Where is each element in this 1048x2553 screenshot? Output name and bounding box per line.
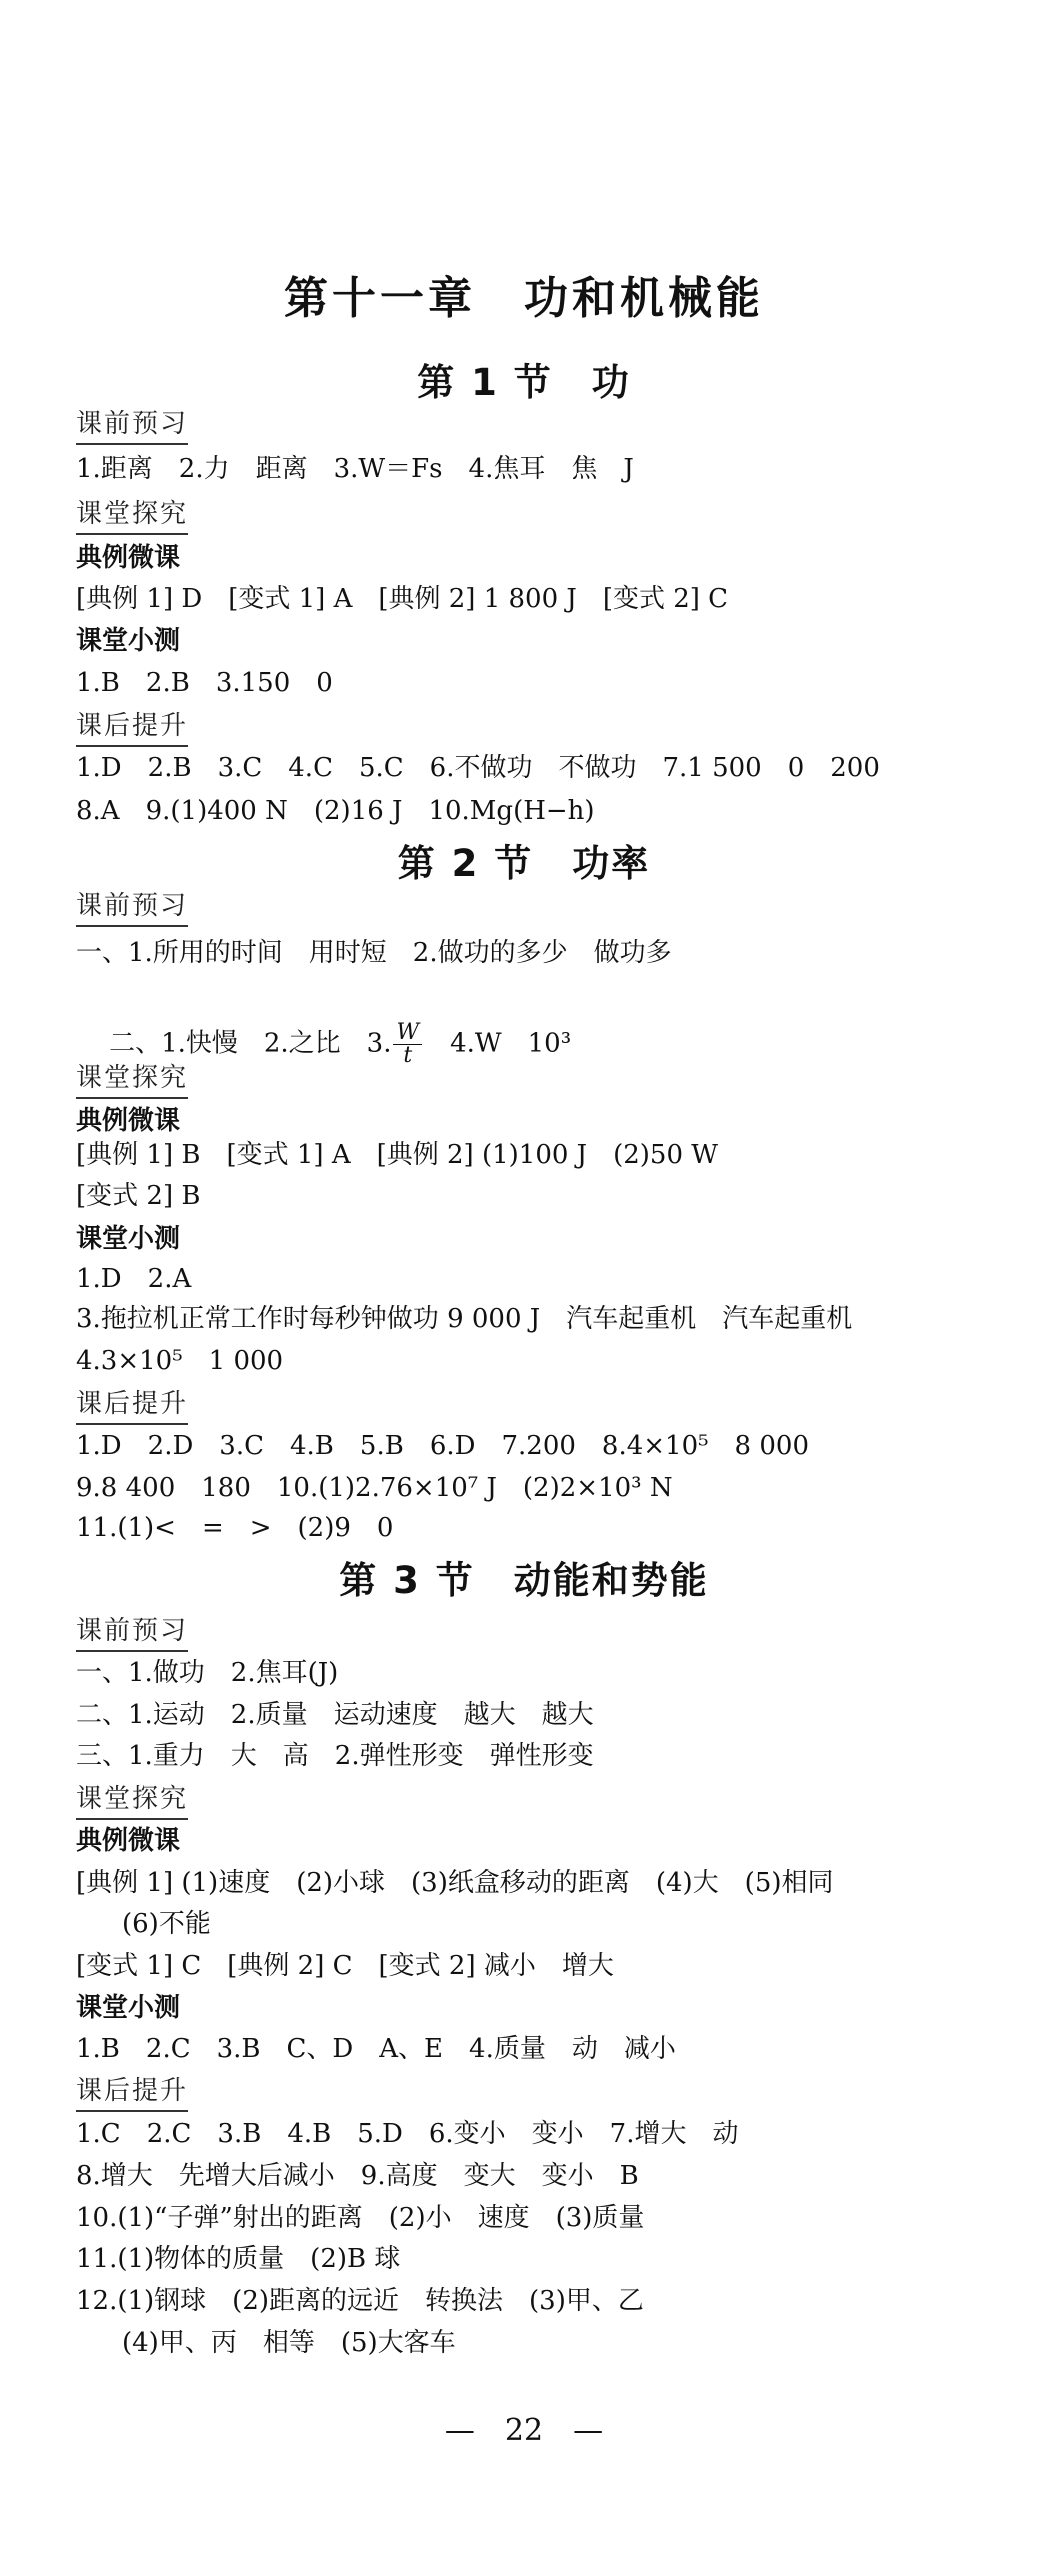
answer-line: 1.距离 2.力 距离 3.W＝Fs 4.焦耳 焦 J	[76, 454, 634, 484]
answer-line: 1.D 2.B 3.C 4.C 5.C 6.不做功 不做功 7.1 500 0 200	[76, 753, 880, 783]
fraction	[393, 1022, 422, 1067]
heading-inquiry: 课堂探究	[76, 1778, 188, 1820]
answer-line: [变式 1] C [典例 2] C [变式 2] 减小 增大	[76, 1951, 614, 1981]
answer-line: [变式 2] B	[76, 1181, 201, 1211]
heading-example: 典例微课	[76, 543, 181, 573]
heading-improve: 课后提升	[76, 705, 188, 747]
answer-line: 4.3×10⁵ 1 000	[76, 1346, 284, 1376]
answer-line: 8.A 9.(1)400 N (2)16 J 10.Mg(H−h)	[76, 796, 595, 826]
answer-line: (4)甲、丙 相等 (5)大客车	[122, 2328, 456, 2358]
answer-line: [典例 1] B [变式 1] A [典例 2] (1)100 J (2)50 W	[76, 1140, 719, 1170]
answer-line: 1.D 2.A	[76, 1264, 192, 1294]
section-title: 第 3 节 动能和势能	[339, 1559, 709, 1602]
heading-example: 典例微课	[76, 1106, 181, 1136]
heading-quiz: 课堂小测	[76, 1993, 181, 2023]
heading-preview: 课前预习	[76, 403, 188, 445]
answer-line: 3.拖拉机正常工作时每秒钟做功 9 000 J 汽车起重机 汽车起重机	[76, 1304, 853, 1334]
answer-line: 二、1.运动 2.质量 运动速度 越大 越大	[76, 1700, 594, 1730]
answer-line: 一、1.所用的时间 用时短 2.做功的多少 做功多	[76, 938, 672, 968]
heading-example: 典例微课	[76, 1826, 181, 1856]
answer-line: 11.(1)物体的质量 (2)B 球	[76, 2244, 401, 2274]
fraction-prefix: 二、1.快慢 2.之比 3.	[109, 1028, 392, 1059]
answer-line: 1.B 2.B 3.150 0	[76, 668, 333, 698]
answer-line: 12.(1)钢球 (2)距离的远近 转换法 (3)甲、乙	[76, 2286, 644, 2316]
answer-line: [典例 1] D [变式 1] A [典例 2] 1 800 J [变式 2] C	[76, 584, 729, 614]
heading-preview: 课前预习	[76, 1610, 188, 1652]
answer-line: [典例 1] (1)速度 (2)小球 (3)纸盒移动的距离 (4)大 (5)相同	[76, 1868, 834, 1898]
heading-improve: 课后提升	[76, 1383, 188, 1425]
answer-line: 一、1.做功 2.焦耳(J)	[76, 1658, 339, 1688]
chapter-title: 第十一章 功和机械能	[284, 273, 764, 324]
fraction-denominator: t	[403, 1043, 413, 1068]
heading-inquiry: 课堂探究	[76, 493, 188, 535]
answer-line: 三、1.重力 大 高 2.弹性形变 弹性形变	[76, 1741, 594, 1771]
heading-quiz: 课堂小测	[76, 626, 181, 656]
fraction-suffix: 4.W 10³	[424, 1028, 572, 1059]
answer-line: 1.B 2.C 3.B C、D A、E 4.质量 动 减小	[76, 2034, 676, 2064]
section-title: 第 1 节 功	[417, 361, 631, 404]
answer-line: 1.C 2.C 3.B 4.B 5.D 6.变小 变小 7.增大 动	[76, 2119, 739, 2149]
heading-inquiry: 课堂探究	[76, 1057, 188, 1099]
page-number: — 22 —	[444, 2413, 604, 2448]
heading-improve: 课后提升	[76, 2070, 188, 2112]
fraction-numerator: W	[393, 1022, 422, 1045]
answer-line: 1.D 2.D 3.C 4.B 5.B 6.D 7.200 8.4×10⁵ 8 000	[76, 1431, 809, 1461]
answer-line: 9.8 400 180 10.(1)2.76×10⁷ J (2)2×10³ N	[76, 1473, 673, 1503]
answer-line: 8.增大 先增大后减小 9.高度 变大 变小 B	[76, 2161, 639, 2191]
heading-preview: 课前预习	[76, 885, 188, 927]
answer-line: (6)不能	[122, 1909, 211, 1939]
answer-line: 11.(1)< = > (2)9 0	[76, 1513, 394, 1543]
answer-line: 10.(1)“子弹”射出的距离 (2)小 速度 (3)质量	[76, 2203, 645, 2233]
section-title: 第 2 节 功率	[397, 842, 651, 885]
heading-quiz: 课堂小测	[76, 1224, 181, 1254]
